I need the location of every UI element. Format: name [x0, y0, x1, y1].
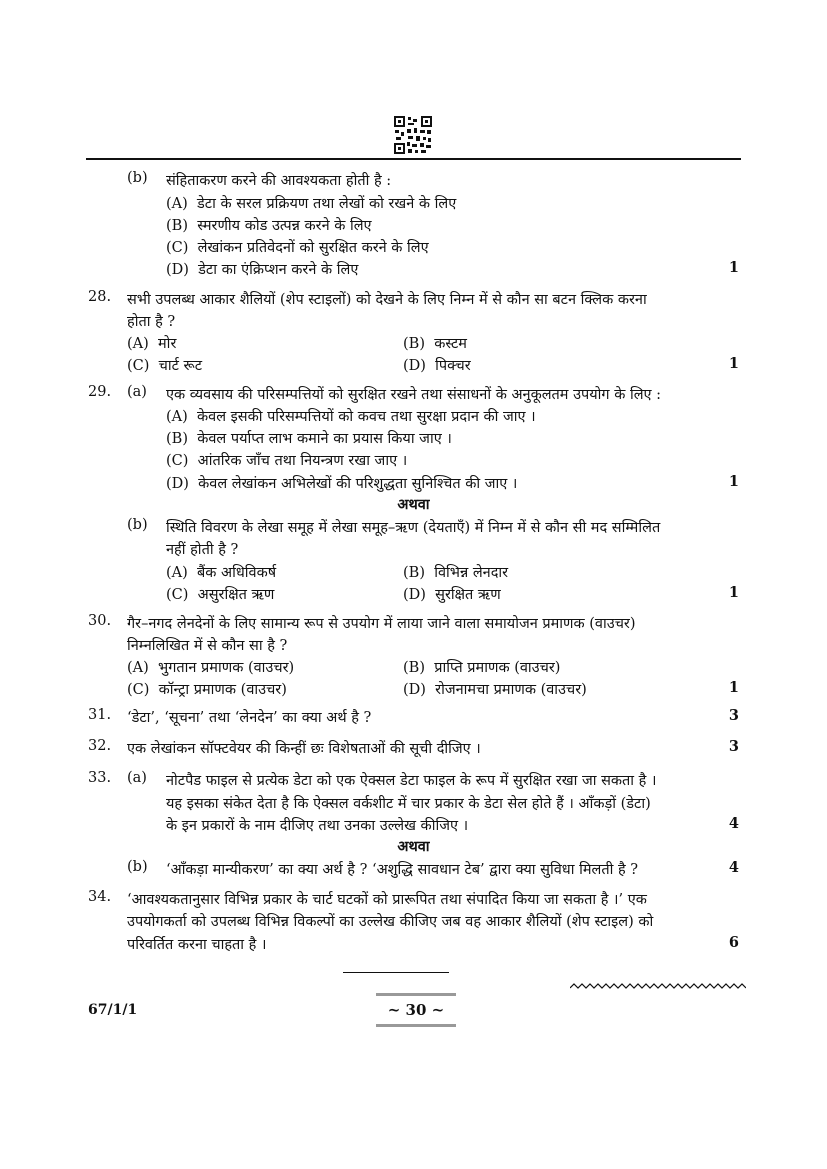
- q32-text: एक लेखांकन सॉफ्टवेयर की किन्हीं छः विशेषताओं की सूची दीजिए ।: [127, 741, 481, 757]
- q32-marks: 3: [728, 738, 739, 755]
- q33a-label: (a): [127, 770, 147, 786]
- header-rule: [86, 158, 741, 160]
- q29b-label: (b): [127, 517, 148, 533]
- q28-number: 28.: [88, 289, 112, 305]
- paper-code: 67/1/1: [88, 1002, 138, 1018]
- q28-option-c: (C) चार्ट रूट: [127, 358, 203, 374]
- page-number-top-rule: [376, 993, 456, 996]
- page-number: ~ 30 ~: [387, 1001, 445, 1019]
- or-separator-q33: अथवा: [397, 838, 430, 855]
- q33b-marks: 4: [728, 859, 739, 876]
- q33b-text: ‘आँकड़ा मान्यीकरण’ का क्या अर्थ है ? ‘अशुद्धि सावधान टेब’ द्वारा क्या सुविधा मिलती है ?: [166, 862, 639, 878]
- q29a-label: (a): [127, 384, 147, 400]
- q30-number: 30.: [88, 613, 112, 629]
- or-separator-q29: अथवा: [397, 496, 430, 513]
- q29a-option-c: (C) आंतरिक जाँच तथा नियन्त्रण रखा जाए ।: [166, 453, 408, 469]
- q27b-option-c: (C) लेखांकन प्रतिवेदनों को सुरक्षित करने के लिए: [166, 240, 429, 256]
- q30-option-b: (B) प्राप्ति प्रमाणक (वाउचर): [403, 660, 561, 676]
- q28-line2: होता है ?: [127, 314, 176, 330]
- qr-code-icon: [393, 115, 433, 155]
- q27b-option-d: (D) डेटा का एंक्रिप्शन करने के लिए: [166, 262, 359, 278]
- q31-marks: 3: [728, 707, 739, 724]
- q33a-line2: यह इसका संकेत देता है कि ऐक्सल वर्कशीट में चार प्रकार के डेटा सेल होते हैं । आँकड़ों (डेटा): [166, 796, 651, 812]
- q33-number: 33.: [88, 770, 112, 786]
- end-of-questions-line: [343, 972, 449, 973]
- q28-marks: 1: [728, 355, 739, 372]
- q29a-option-b: (B) केवल पर्याप्त लाभ कमाने का प्रयास किया जाए ।: [166, 431, 452, 447]
- q30-line2: निम्नलिखित में से कौन सा है ?: [127, 638, 288, 654]
- q27b-text: संहिताकरण करने की आवश्यकता होती है :: [166, 173, 392, 189]
- q32-number: 32.: [88, 738, 112, 754]
- q29-number: 29.: [88, 384, 112, 400]
- q31-number: 31.: [88, 707, 112, 723]
- q34-marks: 6: [728, 934, 739, 951]
- q29b-option-a: (A) बैंक अधिविकर्ष: [166, 565, 277, 581]
- q29b-option-c: (C) असुरक्षित ऋण: [166, 587, 275, 603]
- q29a-option-d: (D) केवल लेखांकन अभिलेखों की परिशुद्धता सुनिश्चित की जाए ।: [166, 476, 518, 492]
- q30-marks: 1: [728, 679, 739, 696]
- q30-option-a: (A) भुगतान प्रमाणक (वाउचर): [127, 660, 295, 676]
- q28-option-b: (B) कस्टम: [403, 336, 467, 352]
- q28-option-d: (D) पिक्चर: [403, 358, 471, 374]
- q29b-marks: 1: [728, 584, 739, 601]
- q28-option-a: (A) मोर: [127, 336, 177, 352]
- q34-number: 34.: [88, 889, 112, 905]
- q30-option-c: (C) कॉन्ट्रा प्रमाणक (वाउचर): [127, 682, 287, 698]
- q29b-line2: नहीं होती है ?: [166, 542, 239, 558]
- q27b-option-b: (B) स्मरणीय कोड उत्पन्न करने के लिए: [166, 218, 372, 234]
- q27b-marks: 1: [728, 259, 739, 276]
- q34-line1: ‘आवश्यकतानुसार विभिन्न प्रकार के चार्ट घटकों को प्रारूपित तथा संपादित किया जा सकता है ।’ एक: [127, 892, 647, 908]
- q29a-option-a: (A) केवल इसकी परिसम्पत्तियों को कवच तथा सुरक्षा प्रदान की जाए ।: [166, 409, 536, 425]
- q33a-line3: के इन प्रकारों के नाम दीजिए तथा उनका उल्लेख कीजिए ।: [166, 818, 469, 834]
- q28-line1: सभी उपलब्ध आकार शैलियों (शेप स्टाइलों) को देखने के लिए निम्न में से कौन सा बटन क्लिक करना: [127, 292, 647, 308]
- q27b-option-a: (A) डेटा के सरल प्रक्रियण तथा लेखों को रखने के लिए: [166, 196, 457, 212]
- q30-option-d: (D) रोजनामचा प्रमाणक (वाउचर): [403, 682, 587, 698]
- q31-text: ‘डेटा’, ‘सूचना’ तथा ‘लेनदेन’ का क्या अर्थ है ?: [127, 710, 372, 726]
- page-number-bottom-rule: [376, 1024, 456, 1027]
- q34-line2: उपयोगकर्ता को उपलब्ध विभिन्न विकल्पों का उल्लेख कीजिए जब वह आकार शैलियों (शेप स्टाइल) को: [127, 914, 654, 930]
- q29b-option-d: (D) सुरक्षित ऋण: [403, 587, 501, 603]
- q29a-marks: 1: [728, 473, 739, 490]
- q30-line1: गैर–नगद लेनदेनों के लिए सामान्य रूप से उपयोग में लाया जाने वाला समायोजन प्रमाणक (वाउचर): [127, 616, 636, 632]
- q29b-option-b: (B) विभिन्न लेनदार: [403, 565, 509, 581]
- wavy-line-icon: [570, 982, 746, 994]
- q34-line3: परिवर्तित करना चाहता है ।: [127, 937, 267, 953]
- q33b-label: (b): [127, 859, 148, 875]
- q29a-text: एक व्यवसाय की परिसम्पत्तियों को सुरक्षित रखने तथा संसाधनों के अनुकूलतम उपयोग के लिए :: [166, 387, 662, 403]
- q27b-label: (b): [127, 170, 148, 186]
- q33a-line1: नोटपैड फाइल से प्रत्येक डेटा को एक ऐक्सल डेटा फाइल के रूप में सुरक्षित रखा जा सकता है ।: [166, 773, 657, 789]
- q29b-line1: स्थिति विवरण के लेखा समूह में लेखा समूह–ऋण (देयताएँ) में निम्न में से कौन सी मद सम्मिलित: [166, 520, 661, 536]
- q33a-marks: 4: [728, 815, 739, 832]
